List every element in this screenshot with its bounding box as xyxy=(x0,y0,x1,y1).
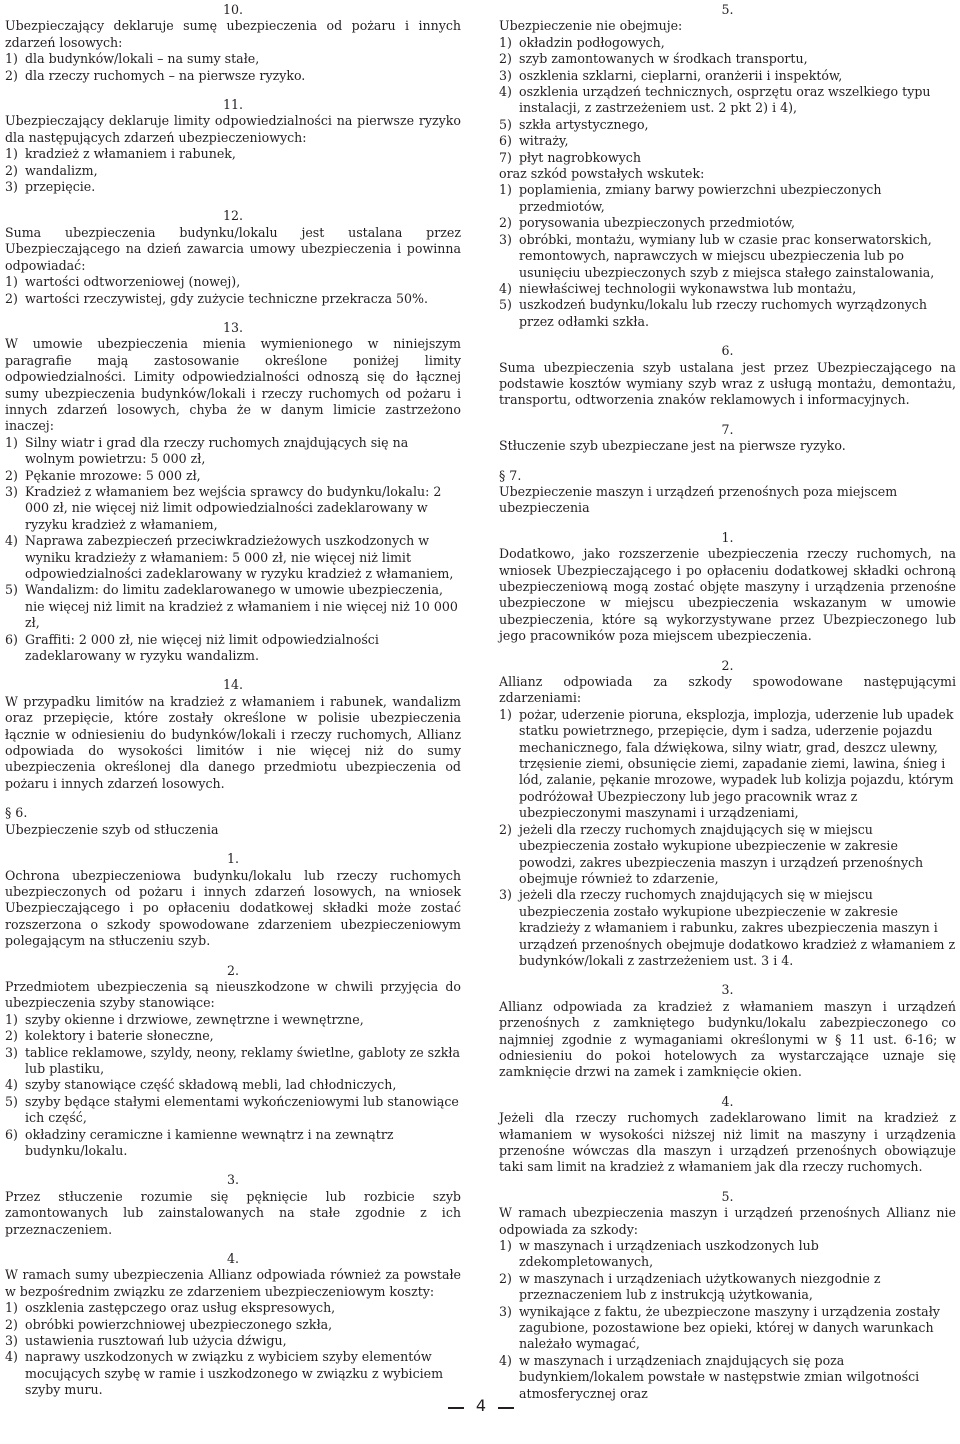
section-number: 5. xyxy=(721,2,734,17)
list-text: wandalizm, xyxy=(25,162,98,178)
list-marker: 2) xyxy=(5,467,18,483)
list xyxy=(499,35,956,166)
list-marker: 4) xyxy=(5,1077,18,1093)
list-item xyxy=(499,1238,956,1271)
section-number: 1. xyxy=(226,851,240,867)
list-item xyxy=(5,68,461,84)
section xyxy=(5,97,461,195)
list-marker: 1) xyxy=(499,182,512,198)
list-text: w maszynach i urządzeniach użytkowanych niezgodnie z przeznaczeniem lub z instrukcją użytkowania, xyxy=(519,1270,881,1303)
list-text: naprawy uszkodzonych w związku z wybiciem szyby elementów mocujących szybę w ramie i uszkodzonego w związku z wybiciem szyby muru. xyxy=(25,1349,444,1398)
section-number: 5. xyxy=(721,1188,734,1204)
section-number: 13. xyxy=(222,319,244,335)
list-marker: 6) xyxy=(499,133,512,149)
section-number: 7. xyxy=(721,421,734,437)
list-marker: 4) xyxy=(499,84,512,100)
list-text: szyby okienne i drzwiowe, zewnętrzne i wewnętrzne, xyxy=(25,1011,364,1027)
list-item xyxy=(499,232,956,281)
list-text: w maszynach i urządzeniach znajdujących się poza budynkiem/lokalem powstałe w następstwie zmian wilgotności atmosferycznej oraz xyxy=(519,1352,920,1401)
section-title: Ubezpieczenie maszyn i urządzeń przenośnych poza miejscem ubezpieczenia xyxy=(499,483,898,516)
list-text: wynikające z faktu, że ubezpieczone maszyny i urządzenia zostały zagubione, pozostawione bez opieki, której w danych warunkach należało wymagać, xyxy=(519,1303,940,1352)
list-text: witraży, xyxy=(519,133,569,149)
list-item xyxy=(499,51,956,67)
section xyxy=(5,1251,461,1399)
list-marker: 4) xyxy=(5,1349,18,1365)
section-text: Dodatkowo, jako rozszerzenie ubezpieczenia rzeczy ruchomych, na wniosek Ubezpieczającego i po opłaceniu dodatkowej składki ochroną ubezpieczeniową mogą zostać objęte maszyny i urządzenia przenośne ubezpieczone w miejscu ubezpieczenia wskazanym w umowie ubezpieczenia, które są wykorzystywane przez Ubezpieczonego lub jego pracowników poza miejscem ubezpieczenia. xyxy=(499,546,956,644)
list-marker: 2) xyxy=(499,215,512,231)
list-text: okładzin podłogowych, xyxy=(519,34,665,50)
section-text: Ochrona ubezpieczeniowa budynku/lokalu lub rzeczy ruchomych ubezpieczonych od pożaru i innych zdarzeń losowych, na wniosek Ubezpieczającego i po opłaceniu dodatkowej składki może zostać rozszerzona o szkody spowodowane zdarzeniem ubezpieczeniowym polegającym na stłuczeniu szyb. xyxy=(5,867,461,949)
section-text: W ramach ubezpieczenia maszyn i urządzeń przenośnych Allianz nie odpowiada za szkody: xyxy=(499,1205,956,1237)
list-marker: 5) xyxy=(5,1093,18,1109)
section xyxy=(5,677,461,792)
list-marker: 3) xyxy=(5,1044,18,1060)
section-number: 3. xyxy=(721,982,734,998)
section xyxy=(499,658,956,970)
section-text: Suma ubezpieczenia budynku/lokalu jest ustalana przez Ubezpieczającego na dzień zawarcia umowy ubezpieczenia i powinna odpowiadać: xyxy=(5,224,461,273)
list-text: przepięcie. xyxy=(25,179,96,195)
list-item xyxy=(499,281,956,297)
section-text: oraz szkód powstałych wskutek: xyxy=(499,166,705,182)
list xyxy=(5,51,461,84)
list xyxy=(5,1300,461,1398)
list-marker: 1) xyxy=(5,1300,18,1316)
page-number: 4 xyxy=(475,1396,487,1415)
list-item xyxy=(5,291,461,307)
list-text: szyby będące stałymi elementami wykończeniowymi lub stanowiące ich część, xyxy=(25,1093,459,1126)
list-text: niewłaściwej technologii wykonawstwa lub montażu, xyxy=(519,280,857,296)
section-text: Suma ubezpieczenia szyb ustalana jest przez Ubezpieczającego na podstawie kosztów wymiany szyb wraz z usługą montażu, demontażu, transportu, odtworzenia znaków reklamowych i informacyjnych. xyxy=(499,359,956,408)
section-text: W umowie ubezpieczenia mienia wymienionego w niniejszym paragrafie mają zastosowanie określone poniżej limity odpowiedzialności. Limity odpowiedzialności odnoszą się do łącznej sumy ubezpieczenia budynków/lokali i rzeczy ruchomych od pożaru i innych zdarzeń losowych, chyba że w danym limicie zastrzeżono inaczej: xyxy=(5,336,461,434)
section xyxy=(499,422,956,455)
list-marker: 4) xyxy=(499,1352,512,1368)
list-text: tablice reklamowe, szyldy, neony, reklamy świetlne, gabloty ze szkła lub plastiku, xyxy=(25,1044,460,1076)
section-number: 6. xyxy=(721,343,734,359)
list-item xyxy=(5,163,461,179)
list-marker: 2) xyxy=(499,821,512,837)
list-item xyxy=(499,117,956,133)
section xyxy=(499,1094,956,1176)
list-text: dla budynków/lokali – na sumy stałe, xyxy=(25,51,260,67)
list-item xyxy=(5,468,461,484)
list-text: szyb zamontowanych w środkach transportu, xyxy=(519,51,808,67)
section-text: Ubezpieczający deklaruje limity odpowiedzialności na pierwsze ryzyko dla następujących zdarzeń ubezpieczeniowych: xyxy=(5,113,461,145)
list-text: ustawienia rusztowań lub użycia dźwigu, xyxy=(25,1333,287,1349)
section-number: 2. xyxy=(721,657,734,673)
list-item xyxy=(499,150,956,166)
section-text: Ubezpieczenie nie obejmuje: xyxy=(499,18,683,34)
section xyxy=(499,530,956,645)
list-text: Graffiti: 2 000 zł, nie więcej niż limit odpowiedzialności zadeklarowany w ryzyku wandalizm. xyxy=(25,631,379,664)
list-marker: 3) xyxy=(499,231,512,247)
list-text: obróbki powierzchniowej ubezpieczonego szkła, xyxy=(25,1316,333,1332)
list-marker: 2) xyxy=(5,1028,18,1044)
section xyxy=(499,1189,956,1402)
list-item xyxy=(5,632,461,665)
list-text: dla rzeczy ruchomych – na pierwsze ryzyko. xyxy=(25,67,306,83)
list-item xyxy=(499,707,956,822)
section-text: W ramach sumy ubezpieczenia Allianz odpowiada również za powstałe w bezpośrednim związku ze zdarzeniem ubezpieczeniowym koszty: xyxy=(5,1267,461,1299)
list-text: szyby stanowiące część składową mebli, lad chłodniczych, xyxy=(25,1077,397,1093)
list-item xyxy=(499,182,956,215)
list-marker: 2) xyxy=(5,1316,18,1332)
list-marker: 6) xyxy=(5,631,18,647)
list xyxy=(5,435,461,665)
list-text: jeżeli dla rzeczy ruchomych znajdujących się w miejscu ubezpieczenia zostało wykupione ubezpieczenie w zakresie powodzi, zakres ubezpieczenia maszyn i urządzeń przenośnych obejmuje również to zdarzenie, xyxy=(519,821,924,886)
section-number: 4. xyxy=(226,1251,240,1267)
section-text: Przedmiotem ubezpieczenia są nieuszkodzone w chwili przyjęcia do ubezpieczenia szyby stanowiące: xyxy=(5,978,461,1011)
list-text: kradzież z włamaniem i rabunek, xyxy=(25,146,236,162)
list-text: oszklenia zastępczego oraz usług ekspresowych, xyxy=(25,1300,336,1316)
list-marker: 2) xyxy=(499,51,512,67)
list-marker: 3) xyxy=(5,483,18,499)
list-marker: 1) xyxy=(499,34,512,50)
left-column xyxy=(5,2,461,1412)
footer-rule-right xyxy=(498,1407,514,1409)
section xyxy=(499,982,956,1080)
list-item xyxy=(5,1300,461,1316)
section-heading xyxy=(5,805,461,838)
list-text: w maszynach i urządzeniach uszkodzonych lub zdekompletowanych, xyxy=(519,1238,819,1270)
list-marker: 1) xyxy=(499,706,512,722)
section-text: Allianz odpowiada za szkody spowodowane następującymi zdarzeniami: xyxy=(499,674,956,706)
list xyxy=(5,146,461,195)
list-text: oszklenia szklarni, cieplarni, oranżerii i inspektów, xyxy=(519,67,843,83)
list-item xyxy=(499,35,956,51)
list-text: Silny wiatr i grad dla rzeczy ruchomych znajdujących się na wolnym powietrzu: 5 000 zł, xyxy=(25,434,409,467)
list-item xyxy=(499,887,956,969)
section-number: 4. xyxy=(721,1093,734,1109)
list-marker: 3) xyxy=(499,67,512,83)
list-marker: 5) xyxy=(5,582,18,598)
list-marker: 2) xyxy=(5,67,18,83)
list-text: oszklenia urządzeń technicznych, osprzętu oraz wszelkiego typu instalacji, z zastrzeżeniem ust. 2 pkt 2) i 4), xyxy=(519,84,931,116)
list-text: wartości rzeczywistej, gdy zużycie techniczne przekracza 50%. xyxy=(25,290,428,306)
list-item xyxy=(499,1353,956,1402)
list-item xyxy=(499,1271,956,1304)
list-item xyxy=(5,274,461,290)
list-text: uszkodzeń budynku/lokalu lub rzeczy ruchomych wyrządzonych przez odłamki szkła. xyxy=(519,297,927,329)
section xyxy=(499,2,956,330)
list-text: poplamienia, zmiany barwy powierzchni ubezpieczonych przedmiotów, xyxy=(519,182,882,214)
list-text: jeżeli dla rzeczy ruchomych znajdujących się w miejscu ubezpieczenia zostało wykupione ubezpieczenie w zakresie kradzieży z włamaniem i rabunku, zakres ubezpieczenia maszyn i urządzeń przenośnych obejmuje dodatkowo kradzież z włamaniem z budynków/lokali z zastrzeżeniem ust. 3 i 4. xyxy=(519,887,956,968)
list-item xyxy=(5,582,461,631)
list-item xyxy=(499,133,956,149)
section-heading xyxy=(499,468,956,517)
list-marker: 2) xyxy=(499,1270,512,1286)
list-text: Wandalizm: do limitu zadeklarowanego w umowie ubezpieczenia, nie więcej niż limit na kradzież z włamaniem i nie więcej niż 10 000 zł, xyxy=(25,582,458,631)
list-marker: 4) xyxy=(5,533,18,549)
section xyxy=(5,963,461,1160)
section xyxy=(5,320,461,665)
list-item xyxy=(5,51,461,67)
list xyxy=(5,274,461,307)
section-number: 3. xyxy=(226,1172,240,1188)
right-column xyxy=(499,2,956,1415)
section-number: 1. xyxy=(721,529,734,545)
list-text: Pękanie mrozowe: 5 000 zł, xyxy=(25,467,201,483)
list-text: obróbki, montażu, wymiany lub w czasie prac konserwatorskich, remontowych, naprawczych w miejscu ubezpieczenia lub po usunięciu ubezpieczonych szyb z miejsca stałego zainstalowania, xyxy=(519,231,935,280)
list-item xyxy=(5,1077,461,1093)
list-item xyxy=(5,1317,461,1333)
list-item xyxy=(5,1349,461,1398)
section-text: Stłuczenie szyb ubezpieczane jest na pierwsze ryzyko. xyxy=(499,438,846,454)
section-text: Jeżeli dla rzeczy ruchomych zadeklarowano limit na kradzież z włamaniem w wysokości niższej niż limit na maszyny i urządzenia przenośne wówczas dla maszyn i urządzeń przenośnych obowiązuje taki sam limit na kradzież z włamaniem jak dla rzeczy ruchomych. xyxy=(499,1110,956,1175)
section-title: Ubezpieczenie szyb od stłuczenia xyxy=(5,821,219,837)
list-item xyxy=(499,822,956,888)
list-marker: 1) xyxy=(5,434,18,450)
list-text: płyt nagrobkowych xyxy=(519,149,641,165)
list-item xyxy=(499,84,956,117)
list xyxy=(499,182,956,330)
list-marker: 3) xyxy=(5,1333,18,1349)
list-marker: 3) xyxy=(499,1303,512,1319)
list xyxy=(499,1238,956,1402)
section xyxy=(5,1172,461,1238)
list-item xyxy=(5,146,461,162)
list-item xyxy=(499,215,956,231)
section-number: 14. xyxy=(222,677,244,693)
list-marker: 1) xyxy=(5,274,18,290)
list-marker: 7) xyxy=(499,149,512,165)
list xyxy=(499,707,956,970)
section-text: Allianz odpowiada za kradzież z włamaniem maszyn i urządzeń przenośnych z zamkniętego budynku/lokalu zabezpieczonego co najmniej zgodnie z wymaganiami określonymi w § 11 ust. 6-16; w odniesieniu do pokoi hotelowych za wystarczające uznaje się zamknięcie drzwi na zamek i zamknięcie okien. xyxy=(499,998,956,1080)
list-text: wartości odtworzeniowej (nowej), xyxy=(25,274,241,290)
list-marker: 1) xyxy=(5,51,18,67)
paragraph-number: § 7. xyxy=(499,467,522,483)
list-text: porysowania ubezpieczonych przedmiotów, xyxy=(519,215,795,231)
list-text: szkła artystycznego, xyxy=(519,116,649,132)
list-item xyxy=(5,1127,461,1160)
list-item xyxy=(5,1028,461,1044)
section-text: W przypadku limitów na kradzież z włamaniem i rabunek, wandalizm oraz przepięcie, które zostały określone w polisie ubezpieczenia łącznie w odniesieniu do budynków/lokali i rzeczy ruchomych, Allianz odpowiada do wysokości limitów i nie więcej niż do sumy ubezpieczenia określonej dla danego przedmiotu ubezpieczenia od pożaru i innych zdarzeń losowych. xyxy=(5,693,461,791)
list-item xyxy=(499,297,956,330)
list-item xyxy=(5,435,461,468)
section-text: Ubezpieczający deklaruje sumę ubezpieczenia od pożaru i innych zdarzeń losowych: xyxy=(5,18,461,50)
list xyxy=(5,1012,461,1160)
section xyxy=(5,208,461,306)
list-marker: 2) xyxy=(5,290,18,306)
list-marker: 3) xyxy=(499,887,512,903)
list-item xyxy=(5,484,461,533)
section-number: 2. xyxy=(226,962,240,978)
list-text: pożar, uderzenie pioruna, eksplozja, implozja, uderzenie lub upadek statku powietrznego, przepięcie, dym i sadza, uderzenie pojazdu mechanicznego, fala dźwiękowa, silny wiatr, grad, deszcz ulewny, trzęsienie ziemi, obsunięcie ziemi, zapadanie ziemi, lawina, śnieg i lód, zalanie, pękanie mrozowe, wypadek lub kolizja pojazdu, którym podróżował Ubezpieczony lub jego pracownik wraz z ubezpieczonymi maszynami i urządzeniami, xyxy=(519,706,954,821)
section-number: 10. xyxy=(222,2,244,17)
list-marker: 1) xyxy=(5,146,18,162)
list-text: kolektory i baterie słoneczne, xyxy=(25,1028,214,1044)
list-item xyxy=(499,1304,956,1353)
list-marker: 6) xyxy=(5,1126,18,1142)
section-number: 12. xyxy=(222,208,244,224)
list-item xyxy=(5,1333,461,1349)
list-marker: 1) xyxy=(499,1238,512,1254)
list-marker: 3) xyxy=(5,179,18,195)
section xyxy=(5,851,461,949)
section xyxy=(5,2,461,84)
list-item xyxy=(5,1094,461,1127)
list-marker: 1) xyxy=(5,1011,18,1027)
list-text: Naprawa zabezpieczeń przeciwkradzieżowych uszkodzonych w wyniku kradzieży z włamaniem: 5 000 zł, nie więcej niż limit odpowiedzialności zadeklarowany w ryzyku kradzież z włamaniem, xyxy=(25,533,454,581)
list-item xyxy=(499,68,956,84)
list-marker: 2) xyxy=(5,162,18,178)
list-item xyxy=(5,1045,461,1078)
list-marker: 5) xyxy=(499,116,512,132)
list-item xyxy=(5,533,461,582)
list-text: okładziny ceramiczne i kamienne wewnątrz i na zewnątrz budynku/lokalu. xyxy=(25,1126,394,1158)
section-number: 11. xyxy=(222,97,244,113)
list-marker: 5) xyxy=(499,297,512,313)
list-text: Kradzież z włamaniem bez wejścia sprawcy do budynku/lokalu: 2 000 zł, nie więcej niż limit odpowiedzialności zadeklarowany w ryzyku kradzież z włamaniem, xyxy=(25,483,442,532)
list-item xyxy=(5,1012,461,1028)
section-text: Przez stłuczenie rozumie się pęknięcie lub rozbicie szyb zamontowanych lub zainstalowanych na stałe zgodnie z ich przeznaczeniem. xyxy=(5,1188,461,1237)
section xyxy=(499,343,956,409)
list-item xyxy=(5,179,461,195)
list-marker: 4) xyxy=(499,280,512,296)
paragraph-number: § 6. xyxy=(5,805,28,821)
